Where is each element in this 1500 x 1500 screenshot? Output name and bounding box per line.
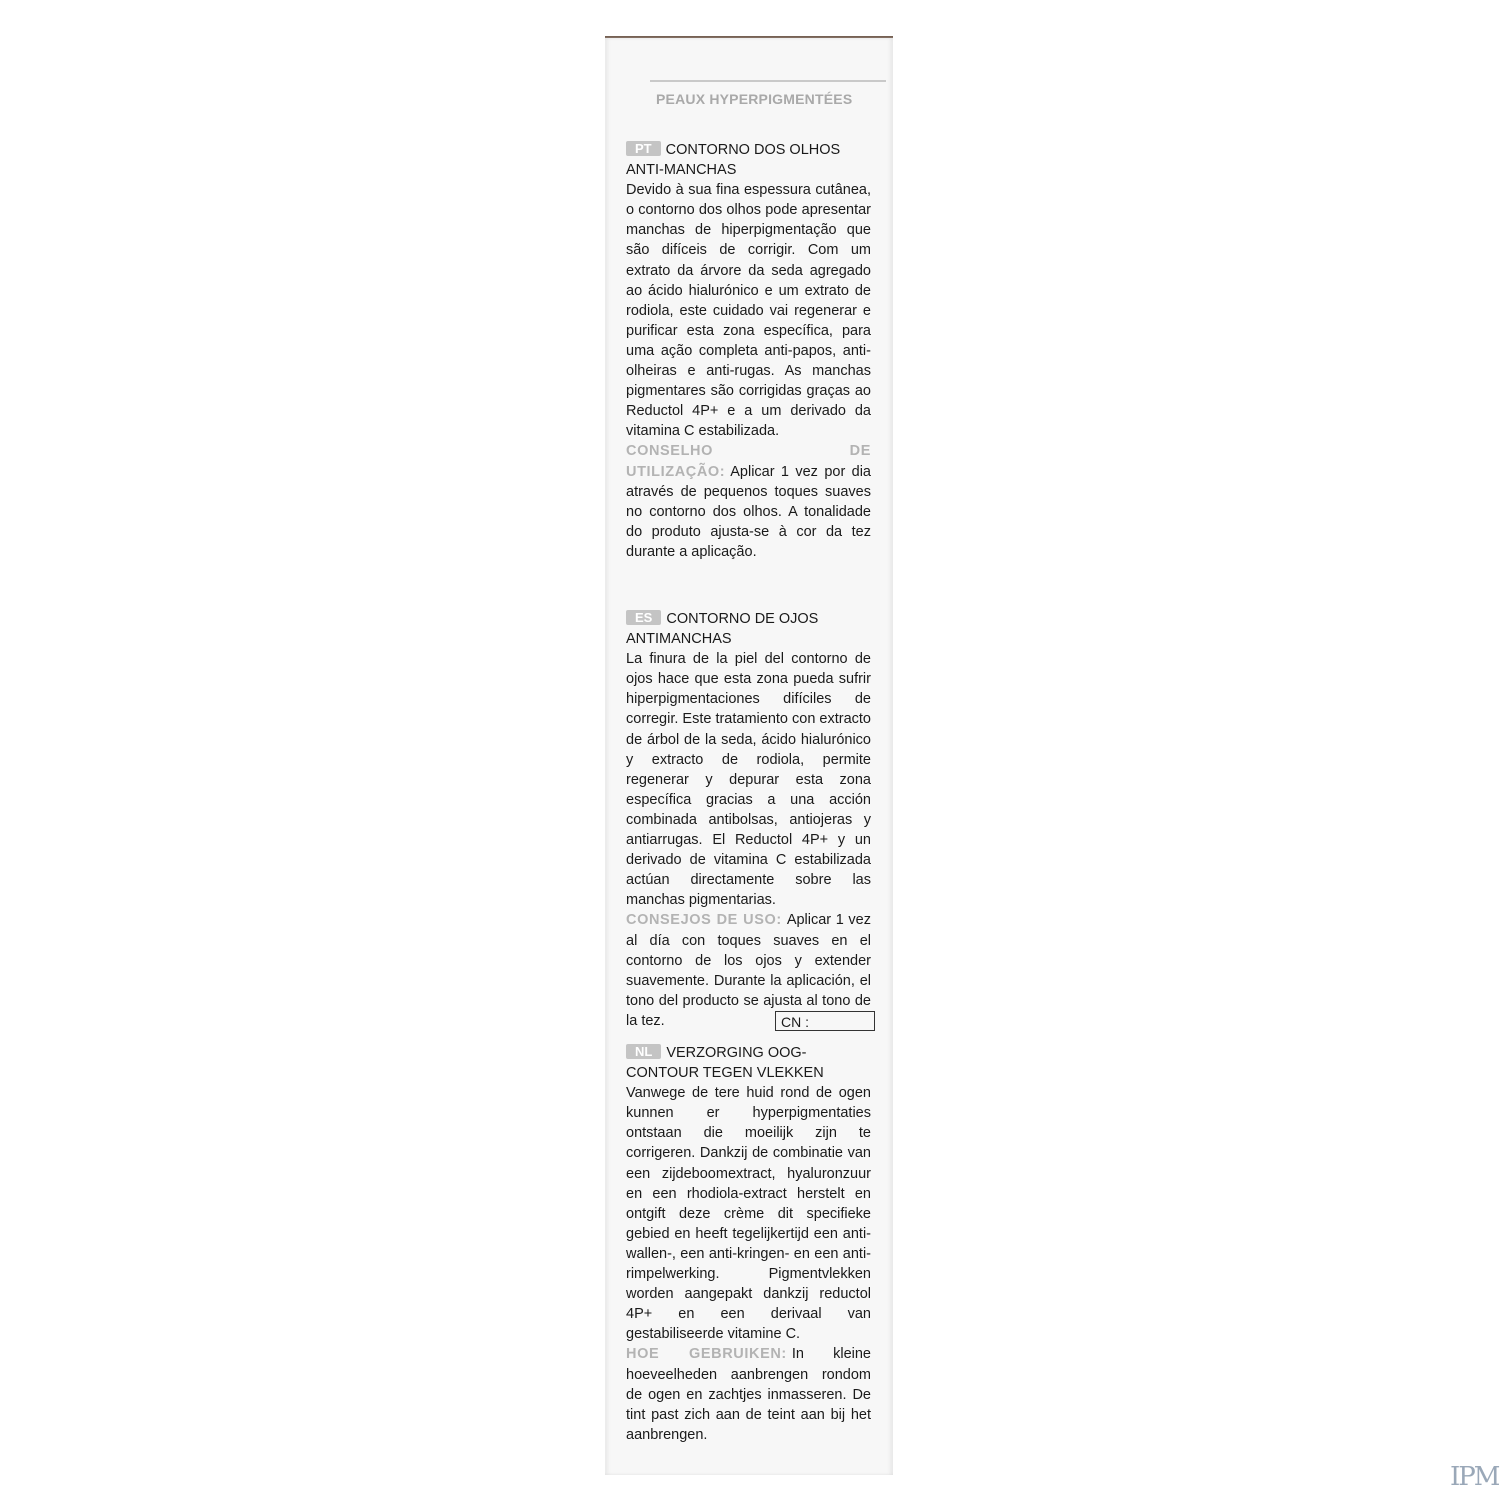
section-title [626,609,871,649]
description-nl: Vanwege de tere huid rond de ogen kunnen er hyperpigmentaties ontstaan die moeilijk zijn te corrigeren. Dankzij de combinatie van een zijdeboomextract, hyaluronzuur en een rhodiola-extract herstelt en ontgift deze crème dit specifieke gebied en heeft tegelijkertijd een anti-wallen-, een anti-kringen- en een anti-rimpelwerking. Pigmentvlekken worden aangepakt dankzij reductol 4P+ en een derivaal van gestabiliseerde vitamine C. [626,1085,871,1343]
section-spanish [626,609,871,1043]
skin-type-subheading: PEAUX HYPERPIGMENTÉES [656,91,853,107]
usage-label-es: CONSEJOS DE USO: [626,912,782,929]
title-text-es: CONTORNO DE OJOS ANTIMANCHAS [626,611,819,648]
header-rule [650,80,886,82]
description-pt: Devido à sua fina espessura cutânea, o contorno dos olhos pode apresentar manchas de hiperpigmentação que são difíceis de corrigir. Com um extrato da árvore da seda agregado ao ácido hialurónico e um extrato de rodiola, este cuidado vai regenerar e purificar esta zona específica, para uma ação completa anti-papos, anti-olheiras e anti-rugas. As manchas pigmentares são corrigidas graças ao Reductol 4P+ e a um derivado da vitamina C estabilizada. [626,182,871,440]
usage-es [626,910,871,1031]
ipm-watermark-logo: IPM [1450,1462,1499,1492]
usage-pt [626,441,871,562]
usage-label-nl: HOE GEBRUIKEN: [626,1346,787,1363]
language-badge-es: ES [626,610,661,625]
title-text-pt: CONTORNO DOS OLHOS ANTI-MANCHAS [626,142,841,179]
usage-text-nl: In kleine hoeveelheden aanbrengen rondom de ogen en zachtjes inmasseren. De tint past zich aan de teint aan bij het aanbrengen. [626,1346,871,1443]
language-badge-nl: NL [626,1044,661,1059]
usage-label-pt: CONSELHO DE UTILIZAÇÃO: [626,443,871,480]
description-es: La finura de la piel del contorno de ojos hace que esta zona pueda sufrir hiperpigmentaciones difíciles de corregir. Este tratamiento con extracto de árbol de la seda, ácido hialurónico y extracto de rodiola, permite regenerar y depurar esta zona específica gracias a una acción combinada antibolsas, antiojeras y antiarrugas. El Reductol 4P+ y un derivado de vitamina C estabilizada actúan directamente sobre las manchas pigmentarias. [626,651,871,909]
usage-text-pt: Aplicar 1 vez por dia através de pequenos toques suaves no contorno dos olhos. A tonalidade do produto ajusta-se à cor da tez durante a aplicação. [626,463,871,560]
title-text-nl: VERZORGING OOG-CONTOUR TEGEN VLEKKEN [626,1045,824,1082]
multilingual-text-column [626,140,871,1445]
section-title [626,1043,871,1083]
usage-nl [626,1344,871,1444]
section-dutch [626,1043,871,1445]
cn-code-box: CN : [775,1011,875,1031]
section-portuguese [626,140,871,598]
section-title [626,140,871,180]
language-badge-pt: PT [626,141,661,156]
usage-text-es: Aplicar 1 vez al día con toques suaves en el contorno de los ojos y extender suavemente. Durante la aplicación, el tono del producto se ajusta al tono de la tez. [626,912,871,1029]
